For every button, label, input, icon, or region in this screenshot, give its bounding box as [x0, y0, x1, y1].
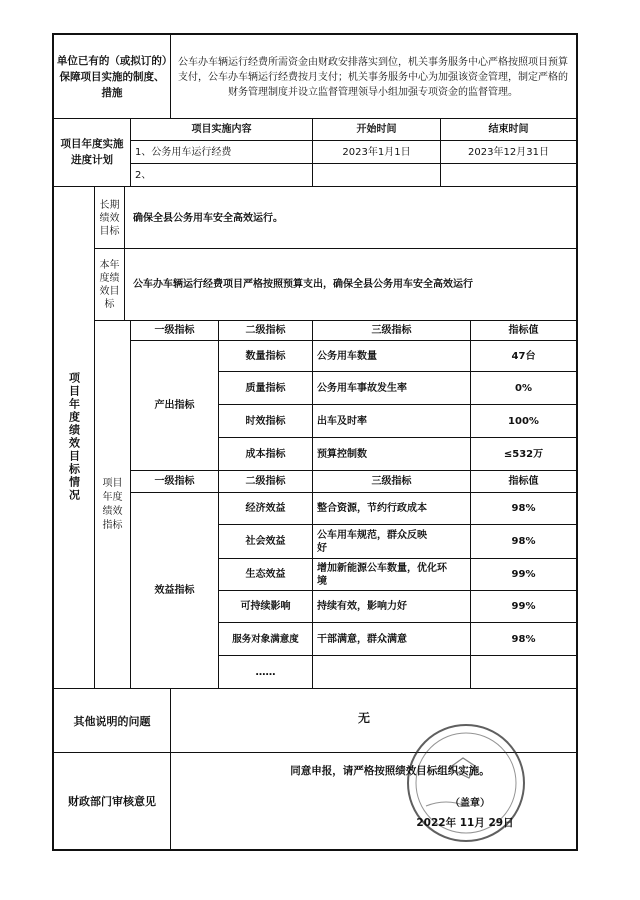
schedule-row-1-end: 2023年12月31日 [468, 146, 549, 158]
measures-content: 公车办车辆运行经费所需资金由财政安排落实到位，机关事务服务中心严格按照项目预算支付，公车办车辆运行经费按月支付；机关事务服务中心为加强该资金管理，制定严格的财务管理制度并设立监督管理领导小组加强专项资金的监督管理。 [178, 56, 568, 98]
output-row-1-level2: 数量指标 [245, 350, 286, 362]
output-row-2-level2: 质量指标 [245, 382, 286, 394]
output-row-2-value: 0% [515, 382, 532, 394]
schedule-header-end: 结束时间 [488, 124, 529, 135]
output-row-3-value: 100% [508, 415, 539, 427]
measures-label: 单位已有的（或拟订的）保障项目实施的制度、措施 [56, 55, 168, 99]
schedule-row-1-content: 1、公务用车运行经费 [135, 146, 232, 158]
output-row-1-level3: 公务用车数量 [317, 350, 377, 362]
benefit-row-4-value: 99% [511, 601, 536, 612]
output-row-3-level3: 出车及时率 [317, 415, 367, 427]
output-row-4-level3: 预算控制数 [317, 448, 367, 460]
benefit-row-1-level2: 经济效益 [245, 503, 286, 514]
finance-label: 财政部门审核意见 [68, 795, 156, 808]
indicator-header-level1: 一级指标 [154, 325, 195, 336]
indicator-header2-level3: 三级指标 [371, 476, 412, 487]
benefit-row-5-level3: 干部满意，群众满意 [317, 633, 407, 645]
annual-value: 公车办车辆运行经费项目严格按照预算支出，确保全县公务用车安全高效运行 [133, 279, 473, 290]
indicator-header2-level1: 一级指标 [154, 476, 195, 487]
benefit-row-4-level2: 可持续影响 [240, 601, 291, 612]
finance-seal-note: （盖章） [450, 797, 490, 809]
indicator-label: 项目年度绩效指标 [102, 477, 123, 531]
output-row-2-level3: 公务用车事故发生率 [317, 382, 407, 394]
indicator-header-value: 指标值 [508, 325, 539, 336]
other-value: 无 [357, 710, 370, 725]
schedule-row-2-content: 2、 [135, 169, 152, 181]
indicator-header2-level2: 二级指标 [245, 476, 286, 487]
finance-date: 2022年 11月 29日 [416, 816, 514, 829]
other-label: 其他说明的问题 [73, 714, 151, 728]
benefit-row-4-level3: 持续有效，影响力好 [317, 601, 407, 612]
indicator-header2-value: 指标值 [508, 476, 539, 487]
schedule-label: 项目年度实施进度计划 [60, 138, 124, 166]
benefit-row-2-value: 98% [511, 536, 536, 547]
benefit-row-6-level2: …… [255, 666, 276, 678]
benefit-row-2-level2: 社会效益 [245, 536, 286, 547]
benefit-row-5-level2: 服务对象满意度 [232, 633, 299, 645]
annual-label: 本年度绩效目标 [99, 259, 120, 310]
indicator-header-level2: 二级指标 [245, 325, 286, 336]
long-term-value: 确保全县公务用车安全高效运行。 [133, 212, 283, 224]
indicator-header-level3: 三级指标 [371, 325, 412, 336]
finance-opinion: 同意申报，请严格按照绩效目标组织实施。 [290, 764, 490, 777]
benefit-group-label: 效益指标 [154, 585, 195, 596]
benefit-row-3-level3: 增加新能源公车数量，优化环境 [317, 562, 447, 587]
output-group-label: 产出指标 [154, 400, 195, 411]
schedule-header-start: 开始时间 [356, 124, 397, 135]
long-term-label: 长期绩效目标 [99, 199, 120, 237]
schedule-row-1-start: 2023年1月1日 [342, 146, 411, 158]
schedule-header-content: 项目实施内容 [191, 124, 252, 135]
output-row-1-value: 47台 [511, 350, 536, 362]
performance-label: 项目年度绩效目标情况 [67, 372, 81, 502]
output-row-3-level2: 时效指标 [245, 415, 286, 427]
output-row-4-level2: 成本指标 [245, 448, 286, 460]
benefit-row-1-value: 98% [511, 503, 536, 514]
benefit-row-5-value: 98% [511, 633, 536, 645]
benefit-row-3-value: 99% [511, 569, 536, 580]
benefit-row-1-level3: 整合资源，节约行政成本 [317, 503, 427, 514]
output-row-4-value: ≤532万 [503, 448, 544, 460]
benefit-row-3-level2: 生态效益 [245, 569, 286, 580]
benefit-row-2-level3: 公车用车规范，群众反映好 [317, 529, 427, 554]
